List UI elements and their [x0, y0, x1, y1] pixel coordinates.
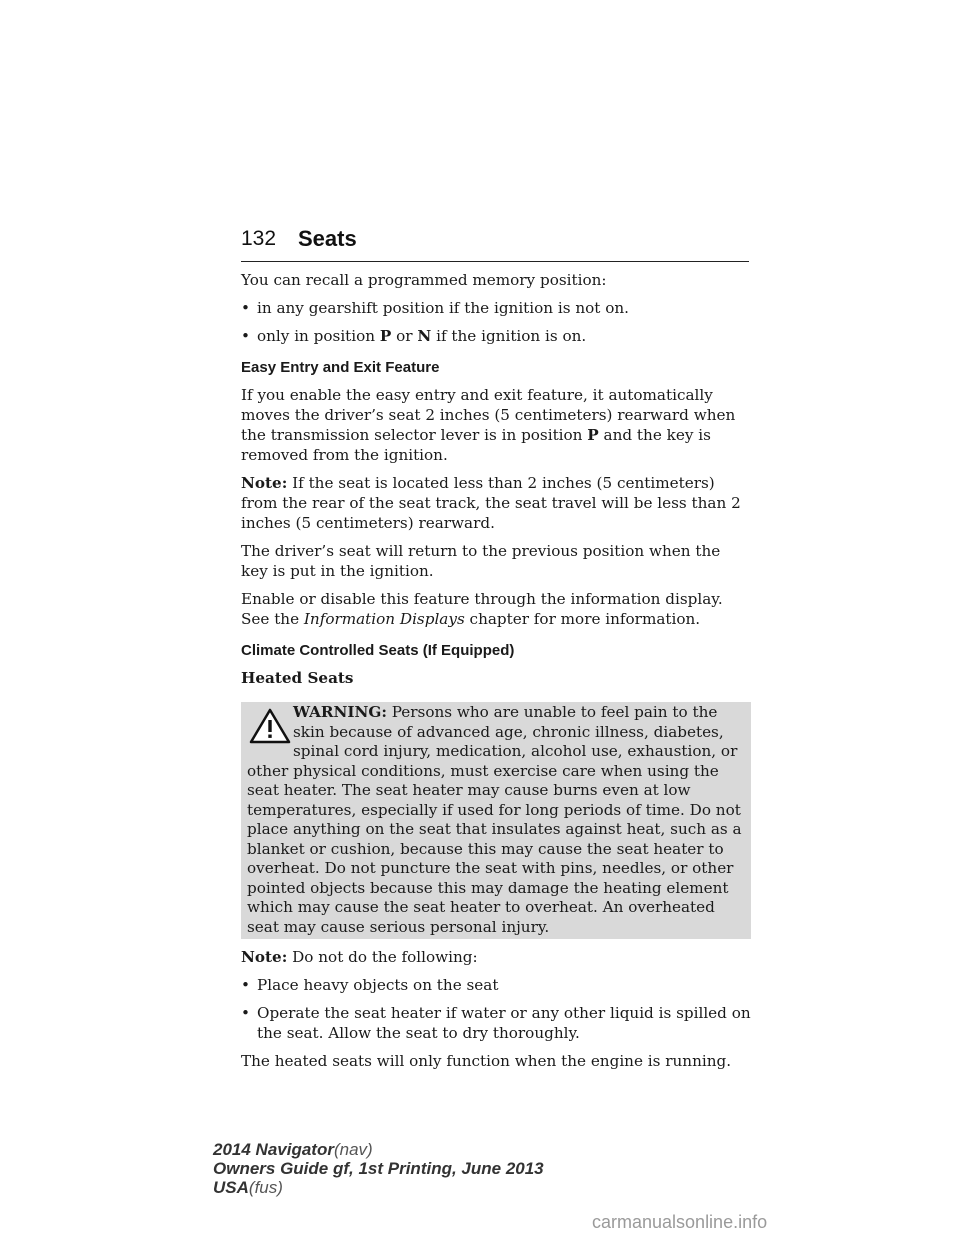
bullet-icon: • — [241, 299, 250, 317]
watermark: carmanualsonline.info — [592, 1212, 768, 1232]
page-footer — [213, 1140, 544, 1197]
list-item: • in any gearshift position if the ignition is not on. — [241, 299, 629, 317]
easy-entry-note: Note: If the seat is located less than 2 inches (5 centimeters) from the rear of the seat track, the seat travel will be less than 2 inches (5 centimeters) rearward. — [241, 474, 741, 532]
bullet-icon: • — [241, 1004, 250, 1022]
easy-entry-return-paragraph: The driver’s seat will return to the previous position when the key is put in the ignition. — [241, 542, 721, 580]
list-item: • Operate the seat heater if water or any other liquid is spilled on the seat. Allow the seat to dry thoroughly. — [241, 1004, 751, 1042]
warning-triangle-icon — [247, 706, 293, 746]
easy-entry-enable-paragraph: Enable or disable this feature through the information display. See the Information Displays chapter for more information. — [241, 590, 723, 628]
footer-printing: Owners Guide gf, 1st Printing, June 2013 — [213, 1159, 544, 1178]
footer-model-code: (nav) — [333, 1140, 373, 1159]
list-item: • Place heavy objects on the seat — [241, 976, 499, 994]
easy-entry-paragraph: If you enable the easy entry and exit feature, it automatically moves the driver’s seat 2 inches (5 centimeters) rearward when the transmission selector lever is in position P and the key is removed from the ignition. — [241, 386, 736, 464]
chapter-title: Seats — [298, 226, 357, 251]
section-heading-easy-entry: Easy Entry and Exit Feature — [241, 359, 440, 376]
page-header — [241, 227, 749, 262]
footer-market: USA — [213, 1178, 249, 1197]
section-heading-climate: Climate Controlled Seats (If Equipped) — [241, 642, 515, 659]
warning-box — [241, 702, 751, 939]
memory-intro: You can recall a programmed memory position: — [241, 271, 607, 289]
footer-model: 2014 Navigator — [213, 1140, 334, 1159]
heated-seats-note: Note: Do not do the following: — [241, 948, 478, 966]
bullet-icon: • — [241, 976, 250, 994]
chapter-reference: Information Displays — [303, 610, 465, 628]
footer-market-code: (fus) — [248, 1178, 283, 1197]
heated-seats-closing: The heated seats will only function when the engine is running. — [241, 1052, 732, 1070]
page-content — [241, 270, 751, 1079]
list-item: • only in position P or N if the ignition is on. — [241, 327, 587, 345]
page-number: 132 — [241, 227, 277, 250]
warning-text: WARNING: Persons who are unable to feel pain to the skin because of advanced age, chronic illness, diabetes, spinal cord injury, medication, alcohol use, exhaustion, or other physical conditions, must exercise care when using the seat heater. The seat heater may cause burns even at low temperatures, especially if used for long periods of time. Do not place anything on the seat that insulates against heat, such as a blanket or cushion, because this may cause the seat heater to overheat. Do not puncture the seat with pins, needles, or other pointed objects because this may damage the heating element which may cause the seat heater to overheat. An overheated seat may cause serious personal injury. — [247, 703, 742, 936]
subsection-heading-heated-seats: Heated Seats — [241, 669, 354, 687]
bullet-icon: • — [241, 327, 250, 345]
